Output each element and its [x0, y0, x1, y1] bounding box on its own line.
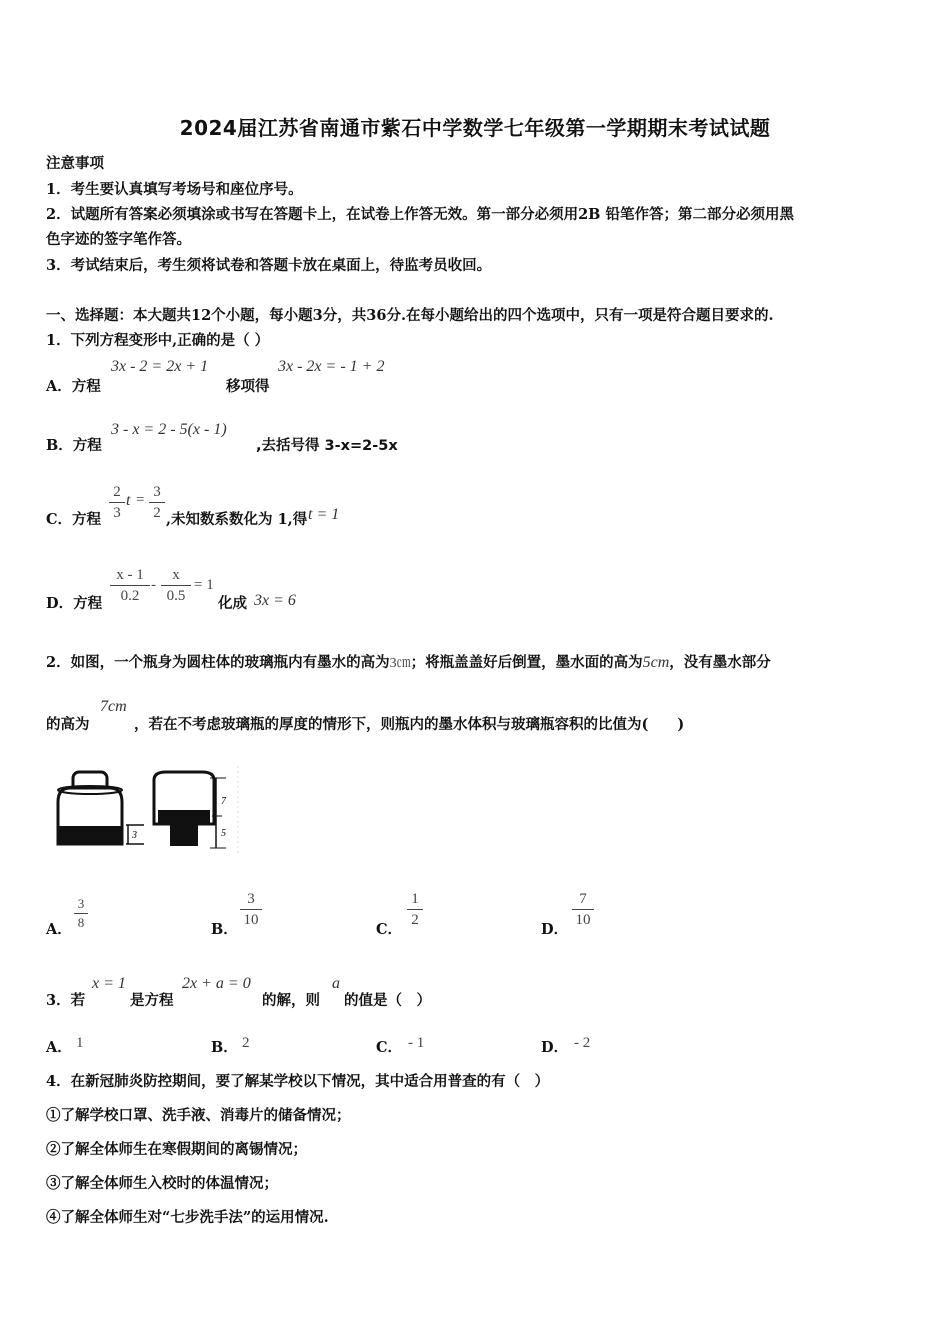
q3-var: a	[332, 975, 340, 992]
fig-label: 7	[221, 796, 226, 807]
list-item: ④了解全体师生对“七步洗手法”的运用情况.	[46, 1209, 329, 1226]
question-2-stem: 2．如图，一个瓶身为圆柱体的玻璃瓶内有墨水的高为3㎝；将瓶盖盖好后倒置，墨水面的高为5cm，没有墨水部分	[46, 654, 771, 671]
math-eq: =	[136, 492, 145, 508]
fraction: 7 10	[572, 890, 594, 929]
q3-option-a-value: 1	[76, 1035, 84, 1051]
q3-eq: 2x + a = 0	[182, 975, 251, 992]
q3-eq: x = 1	[92, 975, 126, 992]
list-item: ①了解学校口罩、洗手液、消毒片的储备情况；	[46, 1107, 351, 1124]
math-eq: = 1	[194, 577, 214, 593]
fraction: 3 8	[74, 896, 88, 931]
q1-d-text: 化成	[218, 595, 247, 612]
list-item: ③了解全体师生入校时的体温情况；	[46, 1175, 278, 1192]
q1-b-text: ,去括号得 3-x=2-5x	[256, 438, 398, 454]
q1-option-a-label: A．方程	[46, 378, 101, 395]
page-title: 2024届江苏省南通市紫石中学数学七年级第一学期期末考试试题	[179, 116, 771, 140]
fraction: 2 3	[109, 483, 125, 522]
q1-d-result: 3x = 6	[254, 592, 296, 609]
math-minus: -	[151, 577, 156, 593]
notice-item: 色字迹的签字笔作答。	[46, 231, 191, 248]
fig-label: 5	[221, 828, 226, 839]
q2-option-a[interactable]: A．	[46, 921, 72, 938]
q1-option-c-label: C．方程	[46, 511, 102, 528]
fraction: 3 2	[149, 483, 165, 522]
notice-heading: 注意事项	[46, 155, 104, 172]
question-3-text: 的值是（ ）	[344, 992, 431, 1009]
q2-option-d[interactable]: D．	[541, 921, 569, 938]
q3-option-d[interactable]: D．	[541, 1039, 569, 1056]
q1-c-text: ,未知数系数化为 1,得	[166, 511, 308, 528]
question-3-text: 是方程	[130, 992, 174, 1009]
q3-option-c-value: - 1	[408, 1035, 425, 1051]
q3-option-d-value: - 2	[574, 1035, 591, 1051]
q3-option-a[interactable]: A．	[46, 1039, 72, 1056]
q3-option-b-value: 2	[242, 1035, 250, 1051]
notice-item: 2．试题所有答案必须填涂或书写在答题卡上，在试卷上作答无效。第一部分必须用2B 铅笔作答；第二部分必须用黑	[46, 206, 794, 223]
q3-option-c[interactable]: C．	[376, 1039, 403, 1056]
fraction: 1 2	[407, 890, 423, 929]
q2-option-b[interactable]: B．	[211, 921, 238, 938]
question-3-stem: 3．若	[46, 992, 86, 1009]
q3-option-b[interactable]: B．	[211, 1039, 238, 1056]
fraction: x - 1 0.2	[110, 566, 150, 605]
math-var: t	[126, 492, 131, 509]
fraction: 3 10	[240, 890, 262, 929]
q1-a-equation: 3x - 2 = 2x + 1	[111, 358, 209, 375]
question-3-text: 的解，则	[262, 992, 320, 1009]
q1-b-equation: 3 - x = 2 - 5(x - 1)	[111, 421, 227, 438]
q2-value: 7cm	[100, 698, 127, 715]
q1-option-b-label: B．方程	[46, 437, 102, 454]
list-item: ②了解全体师生在寒假期间的离锡情况；	[46, 1141, 307, 1158]
section-heading: 一、选择题：本大题共12个小题，每小题3分，共36分.在每小题给出的四个选项中，只有一项是符合题目要求的.	[46, 307, 774, 324]
q1-a-text: 移项得	[226, 378, 270, 395]
notice-item: 1．考生要认真填写考场号和座位序号。	[46, 181, 303, 198]
question-2-stem-cont: 的高为	[46, 716, 90, 733]
question-1-stem: 1．下列方程变形中,正确的是（ ）	[46, 332, 270, 349]
q1-c-result: t = 1	[308, 506, 340, 523]
question-4-stem: 4．在新冠肺炎防控期间，要了解某学校以下情况，其中适合用普查的有（ ）	[46, 1073, 550, 1090]
q2-option-c[interactable]: C．	[376, 921, 403, 938]
notice-item: 3．考试结束后，考生须将试卷和答题卡放在桌面上，待监考员收回。	[46, 257, 492, 274]
fig-label: 3	[132, 830, 137, 841]
fraction: x 0.5	[161, 566, 191, 605]
q1-option-d-label: D．方程	[46, 595, 103, 612]
question-2-stem-end: ，若在不考虑玻璃瓶的厚度的情形下，则瓶内的墨水体积与玻璃瓶容积的比值为( )	[134, 716, 685, 733]
q1-a-result: 3x - 2x = - 1 + 2	[278, 358, 385, 375]
bottle-figure	[50, 766, 245, 856]
